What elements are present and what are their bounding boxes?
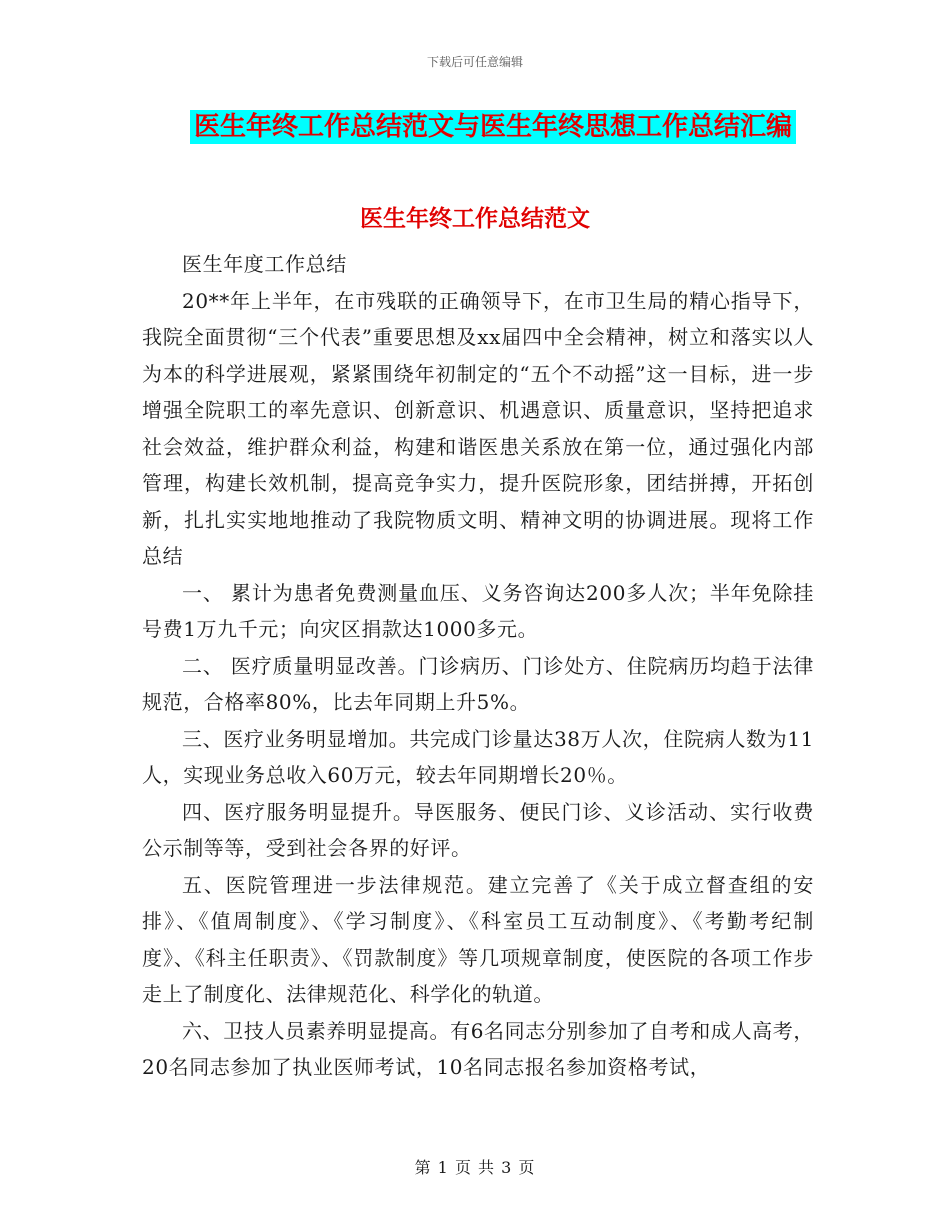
paragraph-item-6: 六、卫技人员素养明显提高。有6名同志分别参加了自考和成人高考，20名同志参加了执业医师考试，10名同志报名参加资格考试， <box>142 1018 814 1079</box>
paragraph-item-2: 二、 医疗质量明显改善。门诊病历、门诊处方、住院病历均趋于法律规范，合格率80%，比去年同期上升5%。 <box>142 653 814 714</box>
page-footer: 第 1 页 共 3 页 <box>414 1158 536 1177</box>
paragraph-item-5: 五、医院管理进一步法律规范。建立完善了《关于成立督查组的安排》、《值周制度》、《学习制度》、《科室员工互动制度》、《考勤考纪制度》、《科主任职责》、《罚款制度》等几项规章制度，使医院的各项工作步走上了制度化、法律规范化、科学化的轨道。 <box>142 872 814 1006</box>
header-note: 下载后可任意编辑 <box>426 55 523 69</box>
section-title: 医生年终工作总结范文 <box>360 205 590 232</box>
paragraph-intro: 20**年上半年，在市残联的正确领导下，在市卫生局的精心指导下，我院全面贯彻“三个代表”重要思想及xx届四中全会精神，树立和落实以人为本的科学进展观，紧紧围绕年初制定的“五个不动摇”这一目标，进一步增强全院职工的率先意识、创新意识、机遇意识、质量意识，坚持把追求社会效益，维护群众利益，构建和谐医患关系放在第一位，通过强化内部管理，构建长效机制，提高竞争实力，提升医院形象，团结拼搏，开拓创新，扎扎实实地地推动了我院物质文明、精神文明的协调进展。现将工作总结 <box>142 288 814 568</box>
paragraph-item-4: 四、医疗服务明显提升。导医服务、便民门诊、义诊活动、实行收费公示制等等，受到社会各界的好评。 <box>142 799 814 860</box>
paragraph-item-1: 一、 累计为患者免费测量血压、义务咨询达200多人次；半年免除挂号费1万九千元；向灾区捐款达1000多元。 <box>142 580 814 641</box>
paragraph-item-3: 三、医疗业务明显增加。共完成门诊量达38万人次，住院病人数为11人，实现业务总收入60万元，较去年同期增长20％。 <box>142 726 814 787</box>
document-title-wrap <box>190 110 810 144</box>
document-title: 医生年终工作总结范文与医生年终思想工作总结汇编 <box>190 110 796 144</box>
body-text <box>142 246 814 1086</box>
paragraph-subtitle: 医生年度工作总结 <box>182 252 347 276</box>
